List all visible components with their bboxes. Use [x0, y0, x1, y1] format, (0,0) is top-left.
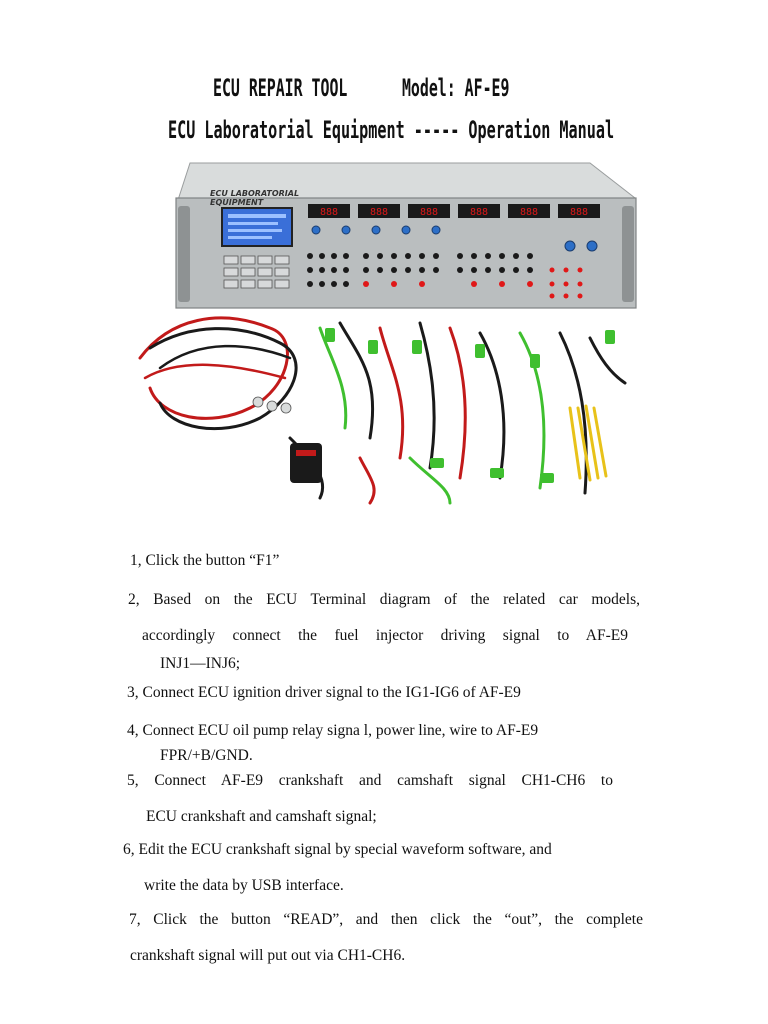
alligator-clips — [253, 397, 291, 413]
ecu-plug — [290, 443, 322, 483]
step-2-line-1: 2, Based on the ECU Terminal diagram of the related car models, — [128, 591, 640, 608]
right-handle — [622, 206, 634, 302]
panel-brand-line1: ECU LABORATORIAL — [210, 189, 300, 198]
step-6-line-2: write the data by USB interface. — [144, 877, 344, 894]
led-digits: 888 — [469, 207, 489, 218]
page-title — [213, 74, 509, 102]
step-1: 1, Click the button “F1” — [130, 552, 280, 569]
step-4-line-2: FPR/+B/GND. — [160, 747, 253, 764]
step-3: 3, Connect ECU ignition driver signal to the IG1-IG6 of AF-E9 — [127, 684, 521, 701]
model-label: Model: AF-E9 — [401, 74, 510, 102]
step-7-line-2: crankshaft signal will put out via CH1-CH6. — [130, 947, 406, 964]
step-7-line-1: 7, Click the button “READ”, and then click the “out”, the complete — [129, 911, 643, 928]
yellow-clips — [570, 406, 606, 480]
product-photo — [130, 158, 650, 528]
led-digits: 888 — [419, 207, 439, 218]
panel-brand-line2: EQUIPMENT — [210, 198, 264, 207]
step-4-line-1: 4, Connect ECU oil pump relay signa l, power line, wire to AF-E9 — [127, 722, 539, 739]
led-digits: 888 — [319, 207, 339, 218]
step-5-line-2: ECU crankshaft and camshaft signal; — [146, 808, 377, 825]
lcd-screen — [222, 208, 292, 246]
tool-name: ECU REPAIR TOOL — [213, 74, 348, 102]
step-6-line-1: 6, Edit the ECU crankshaft signal by special waveform software, and — [123, 841, 552, 858]
step-2-line-2: accordingly connect the fuel injector driving signal to AF-E9 — [142, 627, 628, 644]
led-digits: 888 — [519, 207, 539, 218]
led-digits: 888 — [569, 207, 589, 218]
step-2-line-3: INJ1—INJ6; — [160, 655, 241, 672]
connectors — [325, 328, 615, 483]
left-handle — [178, 206, 190, 302]
led-digits: 888 — [369, 207, 389, 218]
page-subtitle: ECU Laboratorial Equipment ----- Operation Manual — [168, 116, 615, 144]
step-5-line-1: 5, Connect AF-E9 crankshaft and camshaft signal CH1-CH6 to — [127, 772, 613, 789]
